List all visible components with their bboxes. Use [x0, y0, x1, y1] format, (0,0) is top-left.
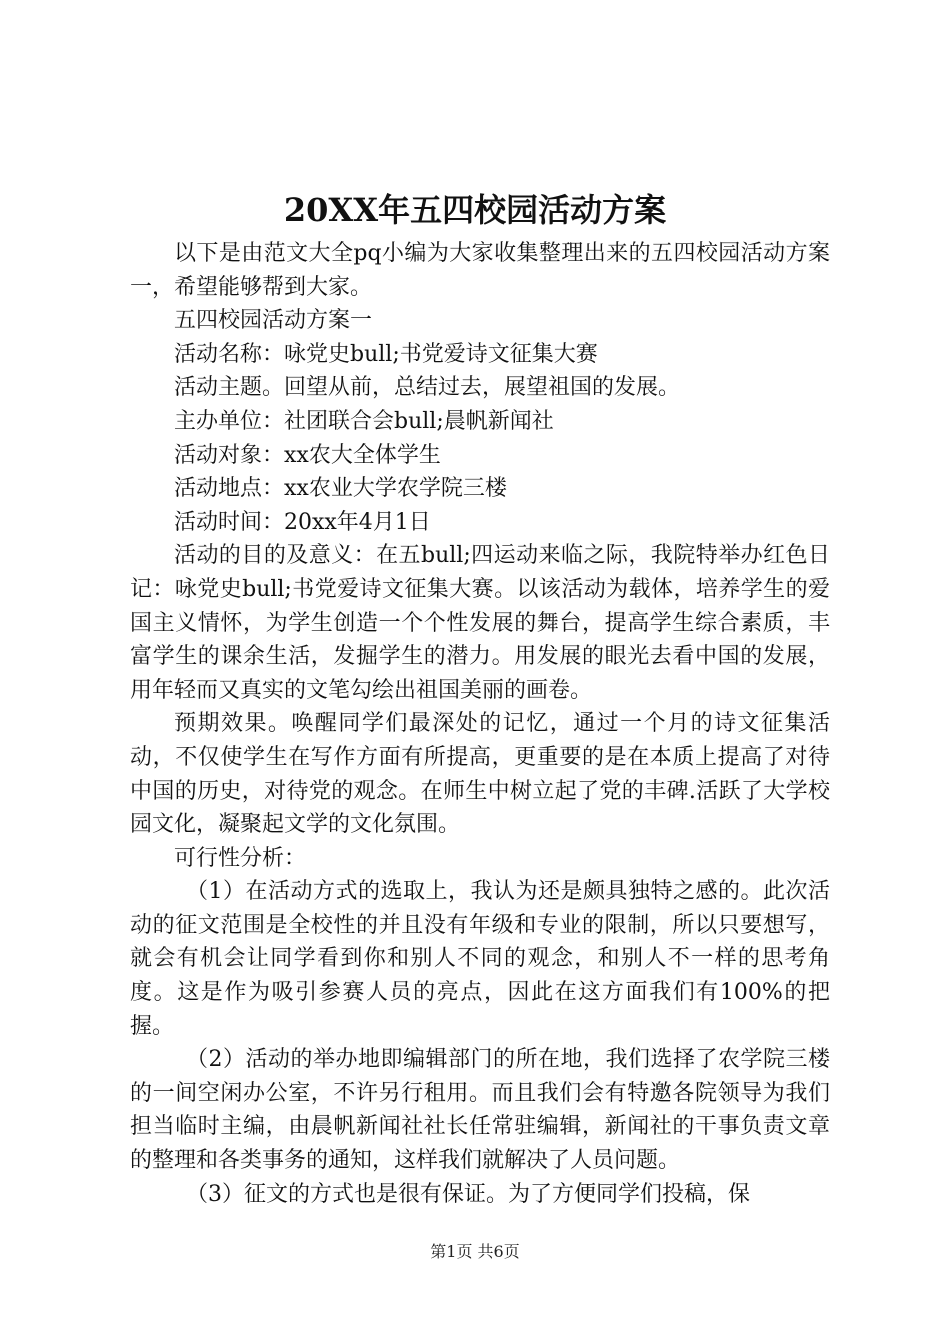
activity-name-line: 活动名称：咏党史bull;书党爱诗文征集大赛	[174, 341, 598, 367]
intro-paragraph: 以下是由范文大全pq小编为大家收集整理出来的五四校园活动方案一，希望能够帮到大家。	[130, 241, 830, 300]
time-line: 活动时间：20xx年4月1日	[174, 509, 431, 535]
expected-effect-paragraph: 预期效果。唤醒同学们最深处的记忆，通过一个月的诗文征集活动，不仅使学生在写作方面有所提高，更重要的是在本质上提高了对待中国的历史，对待党的观念。在师生中树立起了党的丰碑.活跃了大学校园文化，凝聚起文学的文化氛围。	[130, 711, 830, 838]
document-body	[130, 237, 830, 1211]
feasibility-item-2: （2）活动的举办地即编辑部门的所在地，我们选择了农学院三楼的一间空闲办公室，不许另行租用。而且我们会有特邀各院领导为我们担当临时主编，由晨帆新闻社社长任常驻编辑，新闻社的干事负责文章的整理和各类事务的通知，这样我们就解决了人员问题。	[130, 1047, 830, 1174]
page-footer: 第1页 共6页	[430, 1242, 520, 1261]
document-title: 20XX年五四校园活动方案	[283, 191, 667, 229]
purpose-paragraph: 活动的目的及意义：在五bull;四运动来临之际，我院特举办红色日记：咏党史bull;书党爱诗文征集大赛。以该活动为载体，培养学生的爱国主义情怀，为学生创造一个个性发展的舞台，提高学生综合素质，丰富学生的课余生活，发掘学生的潜力。用发展的眼光去看中国的发展，用年轻而又真实的文笔勾绘出祖国美丽的画卷。	[130, 543, 830, 703]
location-line: 活动地点：xx农业大学农学院三楼	[174, 476, 507, 502]
section-heading: 五四校园活动方案一	[174, 308, 373, 334]
feasibility-heading: 可行性分析：	[174, 845, 307, 871]
organizer-line: 主办单位：社团联合会bull;晨帆新闻社	[174, 408, 554, 434]
feasibility-item-3: （3）征文的方式也是很有保证。为了方便同学们投稿，保	[186, 1181, 750, 1207]
audience-line: 活动对象：xx农大全体学生	[174, 442, 441, 468]
activity-theme-line: 活动主题。回望从前，总结过去，展望祖国的发展。	[174, 375, 681, 401]
feasibility-item-1: （1）在活动方式的选取上，我认为还是颇具独特之感的。此次活动的征文范围是全校性的并且没有年级和专业的限制，所以只要想写，就会有机会让同学看到你和别人不同的观念，和别人不一样的思考角度。这是作为吸引参赛人员的亮点，因此在这方面我们有100%的把握。	[130, 879, 830, 1039]
